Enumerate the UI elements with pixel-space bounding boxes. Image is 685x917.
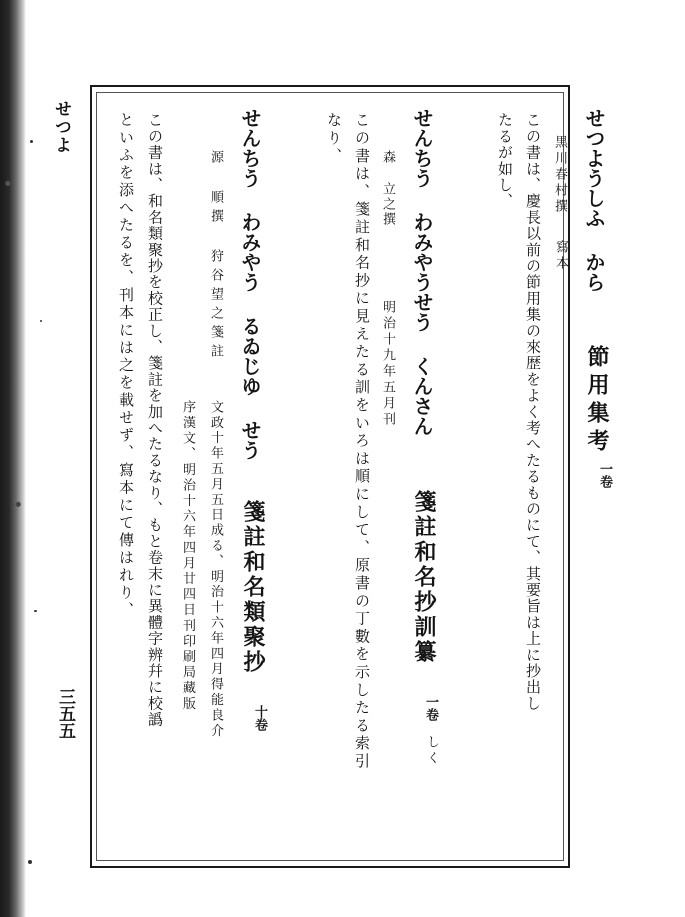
entry-description: この書は、慶長以前の節用集の來歴をよく考へたるものにて、其要旨は上に抄出し	[524, 112, 542, 712]
entry-volumes: 一卷	[597, 462, 612, 488]
entry-description: なり、	[325, 112, 343, 166]
scan-speck	[30, 140, 33, 143]
entry-author: 黒川春村撰	[552, 135, 567, 215]
entry-heading: せつようしふ から	[582, 108, 606, 292]
entry-description: この書は、箋註和名抄に見えたる訓をいろは順にして、原書の丁數を示したる索引	[353, 112, 371, 771]
entry-description: たるが如し、	[496, 112, 514, 210]
entry-description: この書は、和名類聚抄を校正し、箋註を加へたるなり、もと卷末に異體字辨幷に校譌	[146, 112, 164, 728]
entry-note: 明治十九年五月刊	[380, 300, 395, 428]
running-head: せつよ	[51, 100, 71, 154]
entry-note: 寫本	[553, 240, 568, 272]
entry-volumes: 一卷	[423, 695, 438, 721]
entry-title: 箋註和名類聚抄	[240, 500, 266, 675]
entry-note: 文政十年五月五日成る、明治十六年四月得能良介	[208, 400, 223, 739]
entry-author: 森 立之撰	[380, 150, 395, 227]
scan-speck	[34, 610, 37, 612]
entry-heading: せんちう わみやうせう くんさん	[410, 108, 434, 436]
entry-author: 源 順撰 狩谷望之箋註	[208, 150, 223, 363]
entry-note: 序漢文、明治十六年四月廿四日刊印刷局藏版	[180, 400, 195, 712]
scan-speck	[40, 320, 42, 322]
entry-volumes: 十卷	[252, 705, 267, 731]
entry-volumes-note: しく	[424, 735, 439, 767]
entry-title: 箋註和名抄訓纂	[411, 490, 437, 665]
scan-speck	[28, 860, 32, 864]
binding-edge	[0, 0, 26, 917]
page-frame-inner	[96, 92, 567, 861]
entry-title: 節用集考	[584, 345, 610, 457]
page-number: 三五五	[55, 688, 75, 739]
entry-description: といふを添へたるを、刊本には之を載せず、寫本にて傳はれり、	[117, 112, 135, 620]
entry-heading: せんちう わみやう るゐじゆ せう	[238, 108, 262, 460]
